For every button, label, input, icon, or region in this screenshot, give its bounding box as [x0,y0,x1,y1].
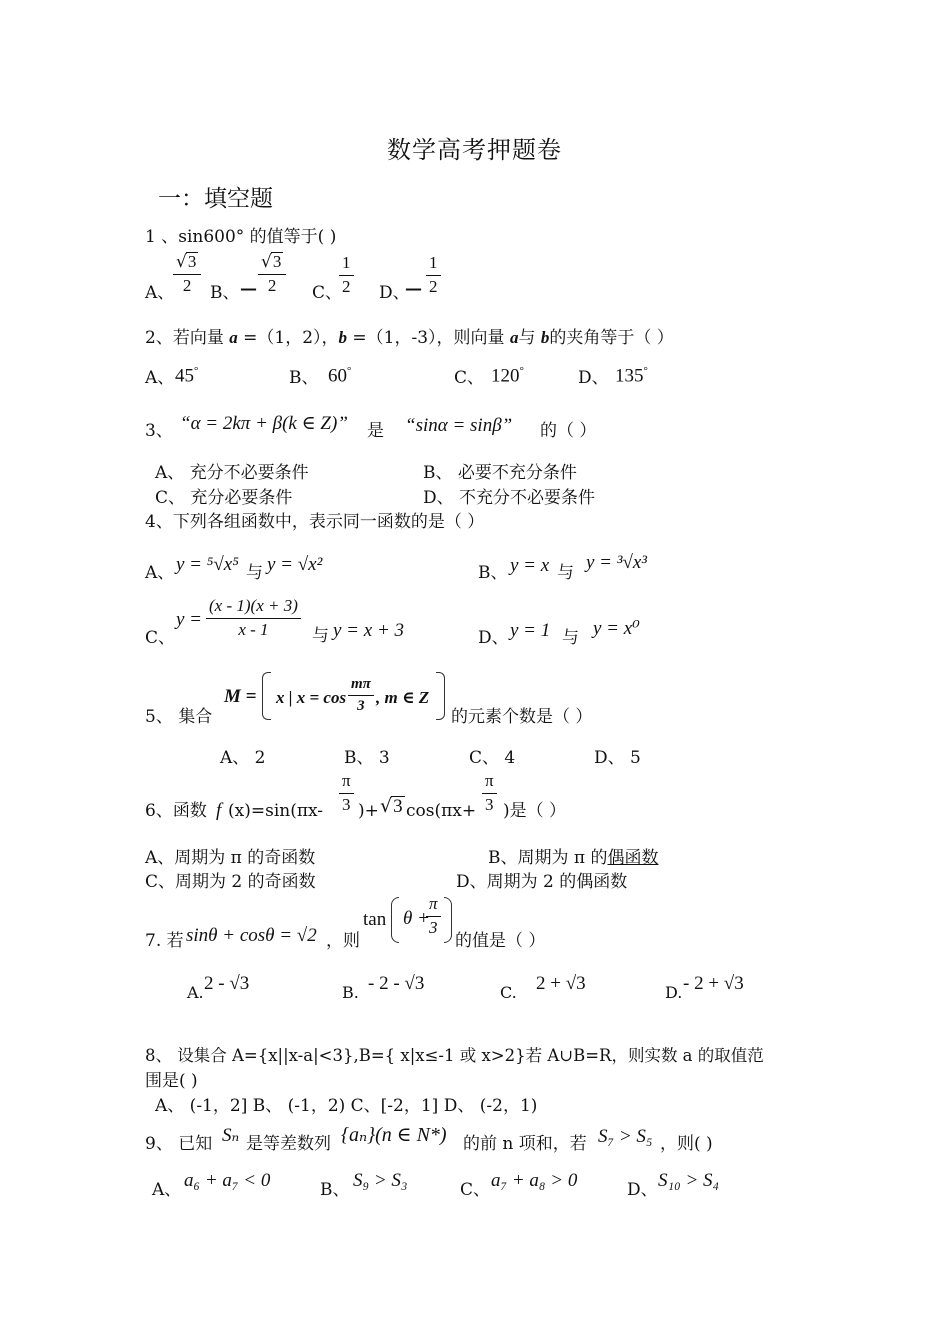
q1-option-c-label: C、 [312,283,343,303]
q2-stem [145,329,674,347]
q1-option-c-fraction [339,254,354,296]
q3-end: 的（ ） [540,421,597,441]
q7-sep: ，则 [326,931,360,951]
q2-option-b-value [328,366,351,385]
q6-option-d: D、周期为 2 的偶函数 [456,872,628,892]
q6-option-a: A、周期为 π 的奇函数 [145,848,316,868]
q2-a-deg: ° [194,365,199,377]
q7-left-paren [391,897,399,943]
q6-frac2-num: π [482,772,497,794]
q7-theta: θ + [403,908,430,929]
q1-stem: 1 、sin600° 的值等于( ) [145,227,337,247]
q2-vector-a2: a [509,328,519,347]
q1-d-denominator: 2 [429,276,438,296]
q4-option-a-with: 与 [246,563,263,583]
q5-option-d: D、 5 [594,748,641,768]
q6-frac1-num: π [339,772,354,794]
q1-a-radicand: 3 [187,252,197,271]
q2-vector-b2: b [540,328,550,347]
q4-option-a-expr1: y = ⁵√x⁵ [176,554,239,575]
q2-option-c-value [491,366,524,385]
q6-fraction-1 [339,772,354,814]
q4-option-b-label: B、 [478,563,508,583]
section-heading: 一：填空题 [158,186,273,212]
q5-set-end: , m ∈ Z [376,688,430,707]
q3-option-a: A、 充分不必要条件 [155,463,309,483]
q1-option-a-label: A、 [145,283,175,303]
q2-end: 的夹角等于（ ） [549,328,674,348]
q3-option-d: D、 不充分不必要条件 [423,488,596,508]
q5-set-numerator: mπ [348,676,374,696]
q2-c-deg: ° [519,365,524,377]
q1-option-a-fraction: $\frac{√3}{2}$ [173,252,201,295]
q4-option-c-expr2: y = x + 3 [333,620,405,641]
q6-f: f [216,800,222,821]
q4-option-b-with: 与 [557,563,574,583]
q6-sqrt-radicand: 3 [393,796,403,817]
q6-sqrt3: √3 [380,795,403,817]
q2-option-c-label: C、 [454,368,485,388]
q7-frac-num: π [426,895,441,917]
q8-line2: 围是( ) [145,1071,198,1091]
q2-vector-b: b [338,328,348,347]
q2-b-val: 60 [328,365,347,387]
q2-d-val: 135 [615,365,644,387]
q5-option-a: A、 2 [220,748,266,768]
q6-option-b-text: B、周期为 π 的 [488,848,608,868]
q2-d-deg: ° [643,365,648,377]
q1-c-numerator: 1 [339,254,354,276]
q2-option-d-label: D、 [578,368,609,388]
q5-right-brace [436,672,445,720]
q8-line1: 8、 设集合 A={x||x-a|<3},B={ x|x≤-1 或 x>2}若 A∪B=R，则实数 a 的取值范 [145,1046,764,1065]
q7-condition: sinθ + cosθ = √2 [186,925,317,946]
q4-option-c-fraction [206,597,301,639]
q1-d-numerator: 1 [426,254,441,276]
q7-pre: 7. 若 [145,931,184,951]
q4-option-b-expr2: y = ³√x³ [586,552,648,573]
q4-stem: 4、下列各组函数中，表示同一函数的是（ ） [145,512,485,532]
q9-option-a-label: A、 [152,1180,182,1200]
q2-c-val: 120 [491,365,520,387]
q5-stem: 5、 集合 [145,707,213,727]
q4-option-a-expr2: y = √x² [267,554,323,575]
q1-c-denominator: 2 [342,276,351,296]
q7-end: 的值是（ ） [455,931,546,951]
q7-option-d-label: D. [665,983,683,1002]
q6-fraction-2 [482,772,497,814]
q4-option-c-with: 与 [312,626,329,646]
q9-sequence: {aₙ}(n ∈ N*) [341,1124,447,1146]
q2-eq2: =（1，-3），则向量 [347,328,510,348]
q9-option-c-value: a₇ + a₈ > 0 [491,1170,578,1191]
q6-mid2: )+ [358,801,379,821]
q6-end: )是（ ） [503,801,567,821]
q4-option-a-label: A、 [145,563,175,583]
q5-set-inner: x | x = cos [276,688,347,707]
q7-option-b-value: - 2 - √3 [368,973,425,994]
q9-mid2: 的前 n 项和，若 [463,1134,587,1154]
q4-option-d-with: 与 [562,628,579,648]
q9-pre: 9、 已知 [145,1134,213,1154]
q9-option-b-value: S₉ > S₃ [353,1170,408,1191]
q3-number: 3、 [145,421,173,441]
q6-frac1-den: 3 [342,794,351,814]
q5-set-fraction [348,676,374,714]
q1-option-b-label: B、 [210,283,240,303]
q5-end: 的元素个数是（ ） [451,707,593,727]
q9-sn: Sₙ [222,1125,240,1146]
q1-a-denominator: 2 [182,275,192,295]
q4-option-c-y: y = [176,609,203,630]
q2-b-deg: ° [347,365,352,377]
q7-fraction [426,895,441,937]
page-title: 数学高考押题卷 [387,136,562,164]
q8-options: A、 (-1，2] B、 (-1，2) C、[-2，1] D、 (-2，1) [155,1096,538,1116]
q1-option-d-minus: — [405,279,422,299]
q6-mid1: (x)=sin(πx- [228,801,324,821]
q7-option-b-label: B. [342,983,359,1002]
q2-stem-pre: 2、若向量 [145,328,230,348]
q9-option-d-label: D、 [627,1180,658,1200]
q9-option-b-label: B、 [320,1180,350,1200]
q7-option-c-value: 2 + √3 [536,973,586,994]
q2-mid: 与 [518,328,541,348]
q2-option-a-value [175,366,198,385]
q2-vector-a: a [229,328,238,347]
q2-option-b-label: B、 [289,368,319,388]
q9-option-a-value: a₆ + a₇ < 0 [184,1170,271,1191]
q1-option-d-fraction [426,254,441,296]
q3-formula-1: “α = 2kπ + β(k ∈ Z)” [180,413,348,434]
q5-option-b: B、 3 [344,748,390,768]
q1-option-b-fraction: $\frac{√3}{2}$ [258,252,286,295]
q3-option-c: C、 充分必要条件 [155,488,293,508]
q6-frac2-den: 3 [485,794,494,814]
q9-option-d-value: S₁₀ > S₄ [658,1170,720,1191]
q7-tan: tan [363,909,387,930]
q2-option-d-value [615,366,648,385]
q7-option-a-value: 2 - √3 [204,973,250,994]
q7-option-a-label: A. [187,983,204,1002]
q7-option-c-label: C. [500,983,517,1002]
q5-set-denominator: 3 [357,697,365,714]
q6-pre: 6、函数 [145,801,207,821]
q3-option-b: B、 必要不充分条件 [423,463,577,483]
q7-option-d-value: - 2 + √3 [683,973,744,994]
q2-eq1: =（1，2）， [237,328,339,348]
q9-option-c-label: C、 [460,1180,491,1200]
q4-option-c-label: C、 [145,628,176,648]
q5-set-left: M = [224,686,257,707]
q9-end: ，则( ) [660,1134,713,1154]
q4-option-d-expr2: y = x⁰ [593,618,640,639]
q3-is: 是 [367,421,384,441]
q4-option-d-label: D、 [478,628,509,648]
q7-right-paren [444,897,452,943]
q4-c-denominator: x - 1 [238,619,269,639]
q1-b-radicand: 3 [272,252,282,271]
q9-condition: S₇ > S₅ [598,1126,653,1147]
q4-c-numerator: (x - 1)(x + 3) [206,597,301,619]
q2-a-val: 45 [175,365,194,387]
q4-option-b-expr1: y = x [510,555,550,576]
q5-option-c: C、 4 [469,748,516,768]
q5-left-brace [262,672,271,720]
q1-option-b-minus: — [240,279,257,299]
q6-option-b-underlined: 偶函数 [607,848,659,868]
q2-option-a-label: A、 [145,368,175,388]
q7-frac-den: 3 [429,917,438,937]
q1-b-denominator: 2 [267,275,277,295]
q9-mid1: 是等差数列 [246,1134,331,1154]
q3-formula-2: “sinα = sinβ” [405,415,513,436]
q6-mid3: cos(πx+ [406,801,477,821]
q4-option-d-expr1: y = 1 [510,620,551,641]
q6-option-c: C、周期为 2 的奇函数 [145,872,316,892]
q1-option-d-label: D、 [379,283,410,303]
q6-option-b [488,850,658,867]
